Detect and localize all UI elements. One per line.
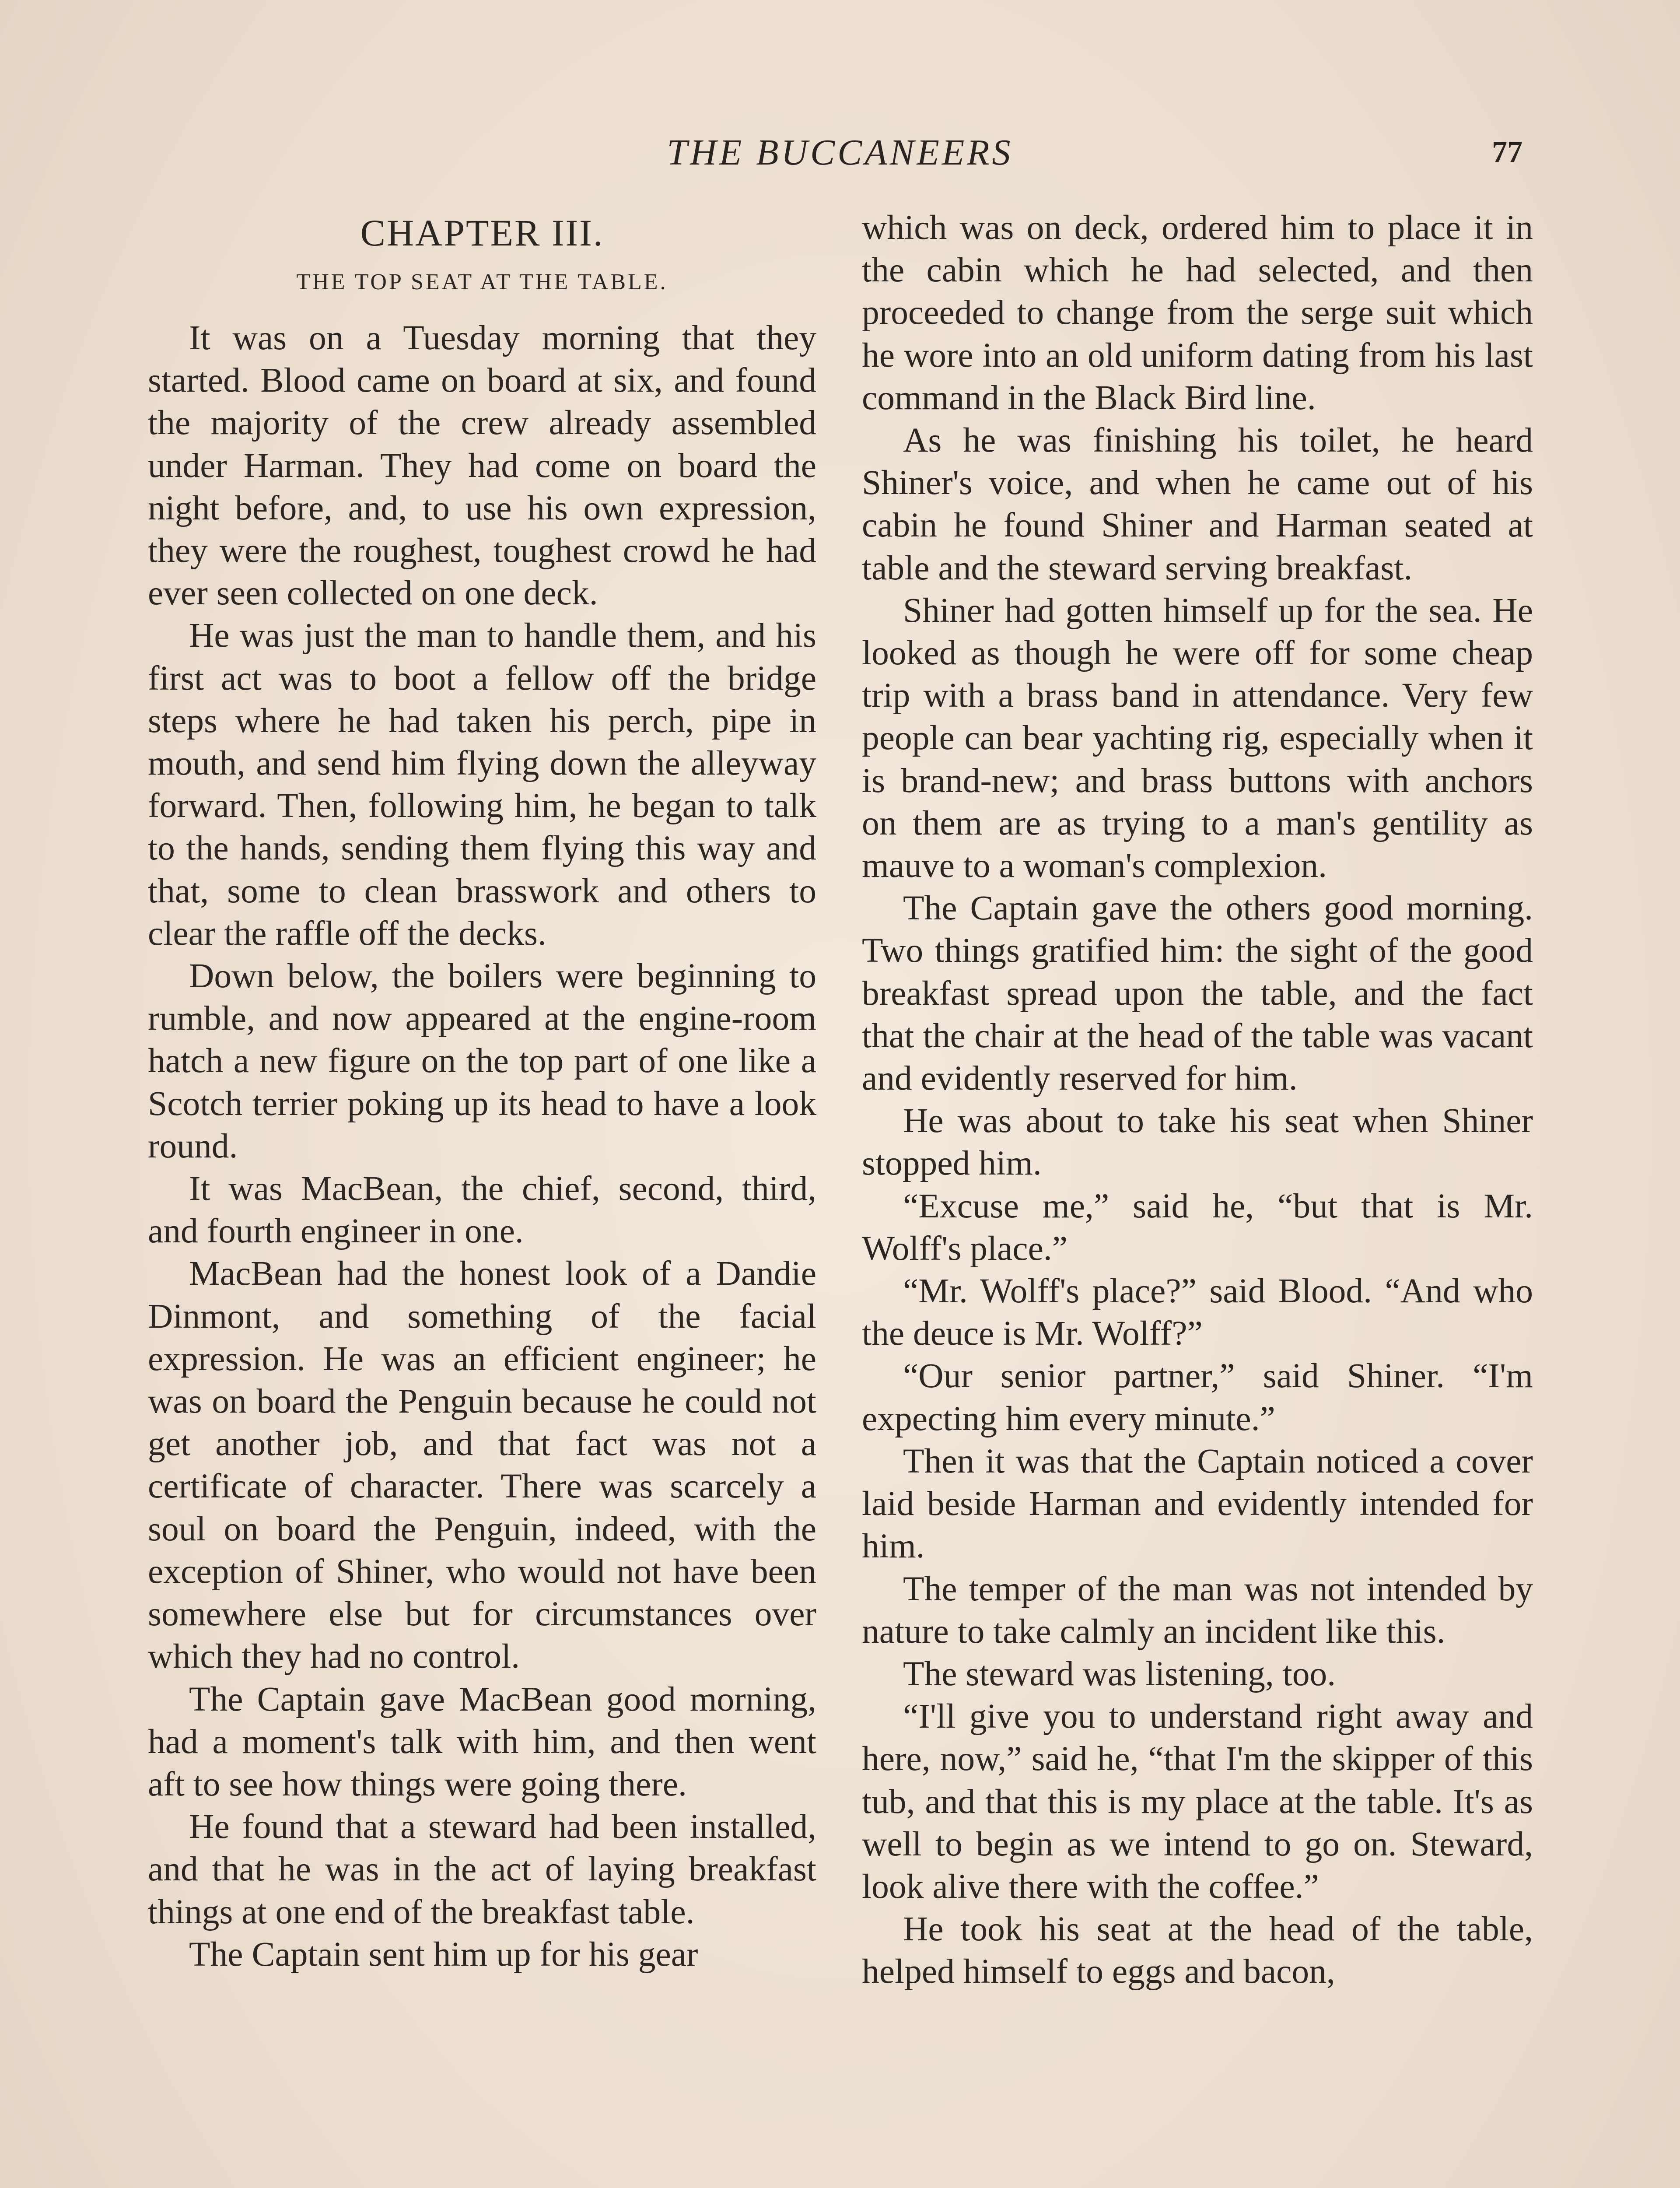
running-title: THE BUCCANEERS bbox=[667, 132, 1013, 173]
chapter-title: CHAPTER III. bbox=[360, 212, 604, 254]
paragraph: The steward was listening, too. bbox=[903, 1654, 1336, 1693]
paragraph: It was MacBean, the chief, second, third, and fourth engineer in one. bbox=[148, 1169, 816, 1251]
page-number: 77 bbox=[1492, 135, 1522, 169]
paragraph: Down below, the boilers were beginning to rumble, and now appeared at the engine-room hatch a new figure on the top part of one like a Scotch terrier poking up its head to have a look round. bbox=[148, 957, 816, 1165]
paragraph: He was just the man to handle them, and his first act was to boot a fellow off the bridge steps where he had taken his perch, pipe in mouth, and send him flying down the alleyway forward. Then, following him, he began to talk to the hands, sending them flying this way and that, some to clean brasswork and others to clear the raffle off the decks. bbox=[148, 616, 816, 953]
paragraph: He took his seat at the head of the table, helped himself to eggs and bacon, bbox=[862, 1910, 1533, 1991]
paragraph: The Captain gave the others good morning. Two things gratified him: the sight of the good breakfast spread upon the table, and the fact that the chair at the head of the table was vacant and evidently reserved for him. bbox=[862, 889, 1533, 1098]
paragraph: “I'll give you to understand right away and here, now,” said he, “that I'm the skipper of this tub, and that this is my place at the table. It's as well to begin as we intend to go on. Steward, look alive there with the coffee.” bbox=[862, 1697, 1533, 1906]
left-column bbox=[148, 207, 816, 1976]
paragraph: “Excuse me,” said he, “but that is Mr. Wolff's place.” bbox=[862, 1186, 1533, 1268]
paragraph: The Captain gave MacBean good morning, had a moment's talk with him, and then went aft to see how things were going there. bbox=[148, 1680, 816, 1803]
paragraph: The Captain sent him up for his gear bbox=[189, 1935, 698, 1974]
paragraph: Shiner had gotten himself up for the sea. He looked as though he were off for some cheap trip with a brass band in attendance. Very few people can bear yachting rig, especially when it is brand-new; and brass buttons with anchors on them are as trying to a man's gentility as mauve to a woman's complexion. bbox=[862, 591, 1533, 885]
paragraph-continued: which was on deck, ordered him to place it in the cabin which he had selected, and then proceeded to change from the serge suit which he wore into an old uniform dating from his last command in the Black Bird line. bbox=[862, 208, 1533, 417]
paragraph: It was on a Tuesday morning that they started. Blood came on board at six, and found the majority of the crew already assembled under Harman. They had come on board the night before, and, to use his own expression, they were the roughest, toughest crowd he had ever seen collected on one deck. bbox=[148, 319, 816, 613]
chapter-subtitle: THE TOP SEAT AT THE TABLE. bbox=[296, 270, 668, 295]
paragraph: “Mr. Wolff's place?” said Blood. “And who the deuce is Mr. Wolff?” bbox=[862, 1272, 1533, 1353]
paragraph: MacBean had the honest look of a Dandie Dinmont, and something of the facial expression. He was an efficient engineer; he was on board the Penguin because he could not get another job, and that fact was not a certificate of character. There was scarcely a soul on board the Penguin, indeed, with the exception of Shiner, who would not have been somewhere else but for circumstances over which they had no control. bbox=[148, 1254, 816, 1676]
paragraph: The temper of the man was not intended by nature to take calmly an incident like this. bbox=[862, 1569, 1533, 1651]
right-column bbox=[862, 207, 1533, 1993]
paragraph: He found that a steward had been installed, and that he was in the act of laying breakfast things at one end of the breakfast table. bbox=[148, 1807, 816, 1931]
paragraph: Then it was that the Captain noticed a cover laid beside Harman and evidently intended for him. bbox=[862, 1441, 1533, 1566]
paragraph: He was about to take his seat when Shiner stopped him. bbox=[862, 1101, 1533, 1183]
paragraph: As he was finishing his toilet, he heard Shiner's voice, and when he came out of his cabin he found Shiner and Harman seated at table and the steward serving breakfast. bbox=[862, 421, 1533, 587]
paragraph: “Our senior partner,” said Shiner. “I'm expecting him every minute.” bbox=[862, 1357, 1533, 1438]
